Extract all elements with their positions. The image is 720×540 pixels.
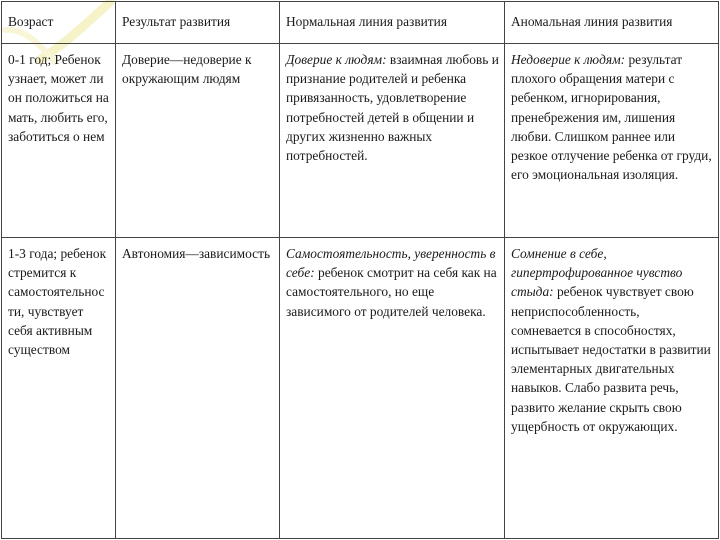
cell-age: 0-1 год; Ребенок узнает, может ли он положиться на мать, любить его, заботиться о нем xyxy=(2,44,116,238)
normal-lead: Доверие к людям: xyxy=(286,52,387,67)
development-table xyxy=(1,1,719,539)
abnormal-text: результат плохого обращения матери с ребенком, игнорирования, пренебрежения им, лишения любви. Слишком раннее или резкое отлучение ребенка от груди, его эмоциональная изоляция. xyxy=(511,52,712,183)
abnormal-lead: Недоверие к людям: xyxy=(511,52,626,67)
header-result: Результат развития xyxy=(116,2,280,44)
header-normal: Нормальная линия развития xyxy=(280,2,505,44)
cell-abnormal xyxy=(505,44,719,238)
table-row xyxy=(2,44,719,238)
table-row xyxy=(2,238,719,539)
table-header-row xyxy=(2,2,719,44)
header-abnormal: Аномальная линия развития xyxy=(505,2,719,44)
cell-result: Доверие—недоверие к окружающим людям xyxy=(116,44,280,238)
normal-lead: Самостоятельность, уверенность в себе: xyxy=(286,246,496,281)
abnormal-text: ребенок чувствует свою неприспособленность, сомневается в способностях, испытывает недостатки в развитии элементарных двигательных навыков. Слабо развита речь, развито желание скрыть свою ущербность от окружающих. xyxy=(511,284,711,434)
cell-result: Автономия—зависимость xyxy=(116,238,280,539)
header-age: Возраст xyxy=(2,2,116,44)
normal-text: взаимная любовь и признание родителей и ребенка привязанность, удовлетворение потребностей детей в общении и других жизненно важных потребностей. xyxy=(286,52,499,164)
cell-normal xyxy=(280,238,505,539)
abnormal-lead: Сомнение в себе, гипертрофированное чувство стыда: xyxy=(511,246,683,300)
normal-text: ребенок смотрит на себя как на самостоятельного, но еще зависимого от родителей человека. xyxy=(286,265,497,319)
cell-normal xyxy=(280,44,505,238)
cell-age: 1-3 года; ребенок стремится к самостоятельности, чувствует себя активным существом xyxy=(2,238,116,539)
cell-abnormal xyxy=(505,238,719,539)
